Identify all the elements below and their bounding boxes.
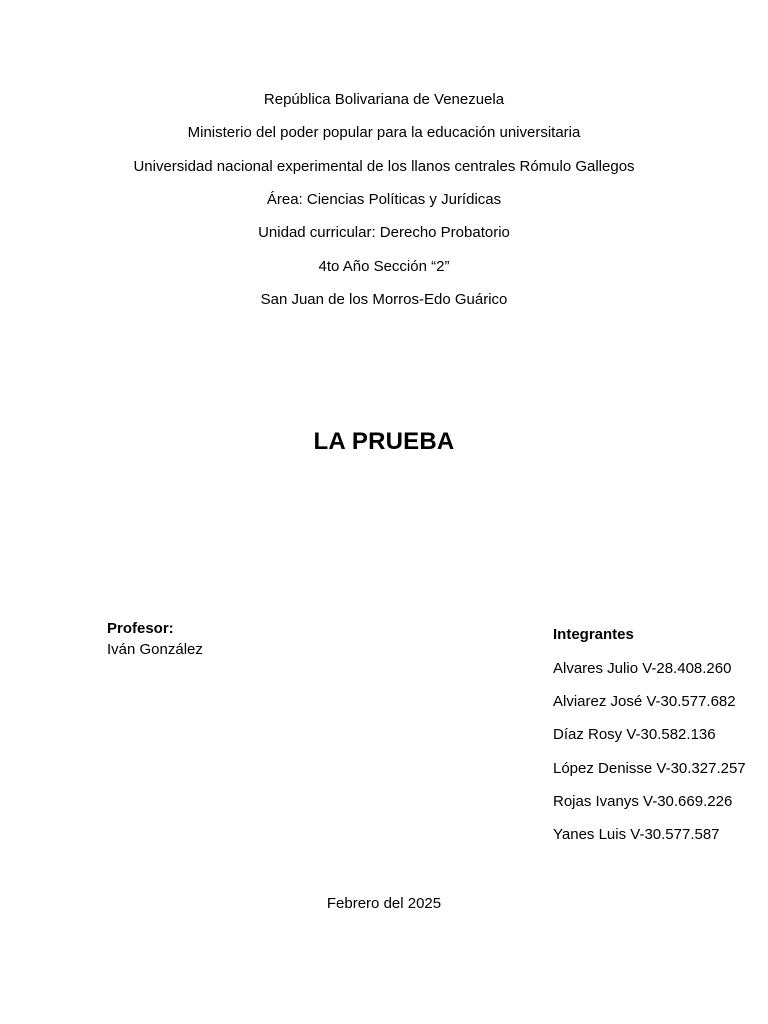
document-date: Febrero del 2025 (326, 895, 442, 912)
member-item: Díaz Rosy V-30.582.136 (553, 726, 716, 743)
header-line-course: Unidad curricular: Derecho Probatorio (258, 224, 510, 241)
header-line-location: San Juan de los Morros-Edo Guárico (260, 291, 508, 308)
header-line-section: 4to Año Sección “2” (318, 258, 450, 275)
header-line-university: Universidad nacional experimental de los llanos centrales Rómulo Gallegos (133, 158, 635, 175)
member-item: Yanes Luis V-30.577.587 (553, 826, 720, 843)
header-line-area: Área: Ciencias Políticas y Jurídicas (266, 191, 502, 208)
header-line-republic: República Bolivariana de Venezuela (263, 91, 505, 108)
header-line-ministry: Ministerio del poder popular para la educación universitaria (187, 124, 581, 141)
document-title: LA PRUEBA (313, 428, 455, 455)
professor-label: Profesor: (107, 620, 174, 637)
member-item: López Denisse V-30.327.257 (553, 760, 746, 777)
professor-name: Iván González (107, 641, 203, 658)
member-item: Rojas Ivanys V-30.669.226 (553, 793, 733, 810)
members-label: Integrantes (553, 626, 634, 643)
member-item: Alviarez José V-30.577.682 (553, 693, 736, 710)
member-item: Alvares Julio V-28.408.260 (553, 660, 732, 677)
